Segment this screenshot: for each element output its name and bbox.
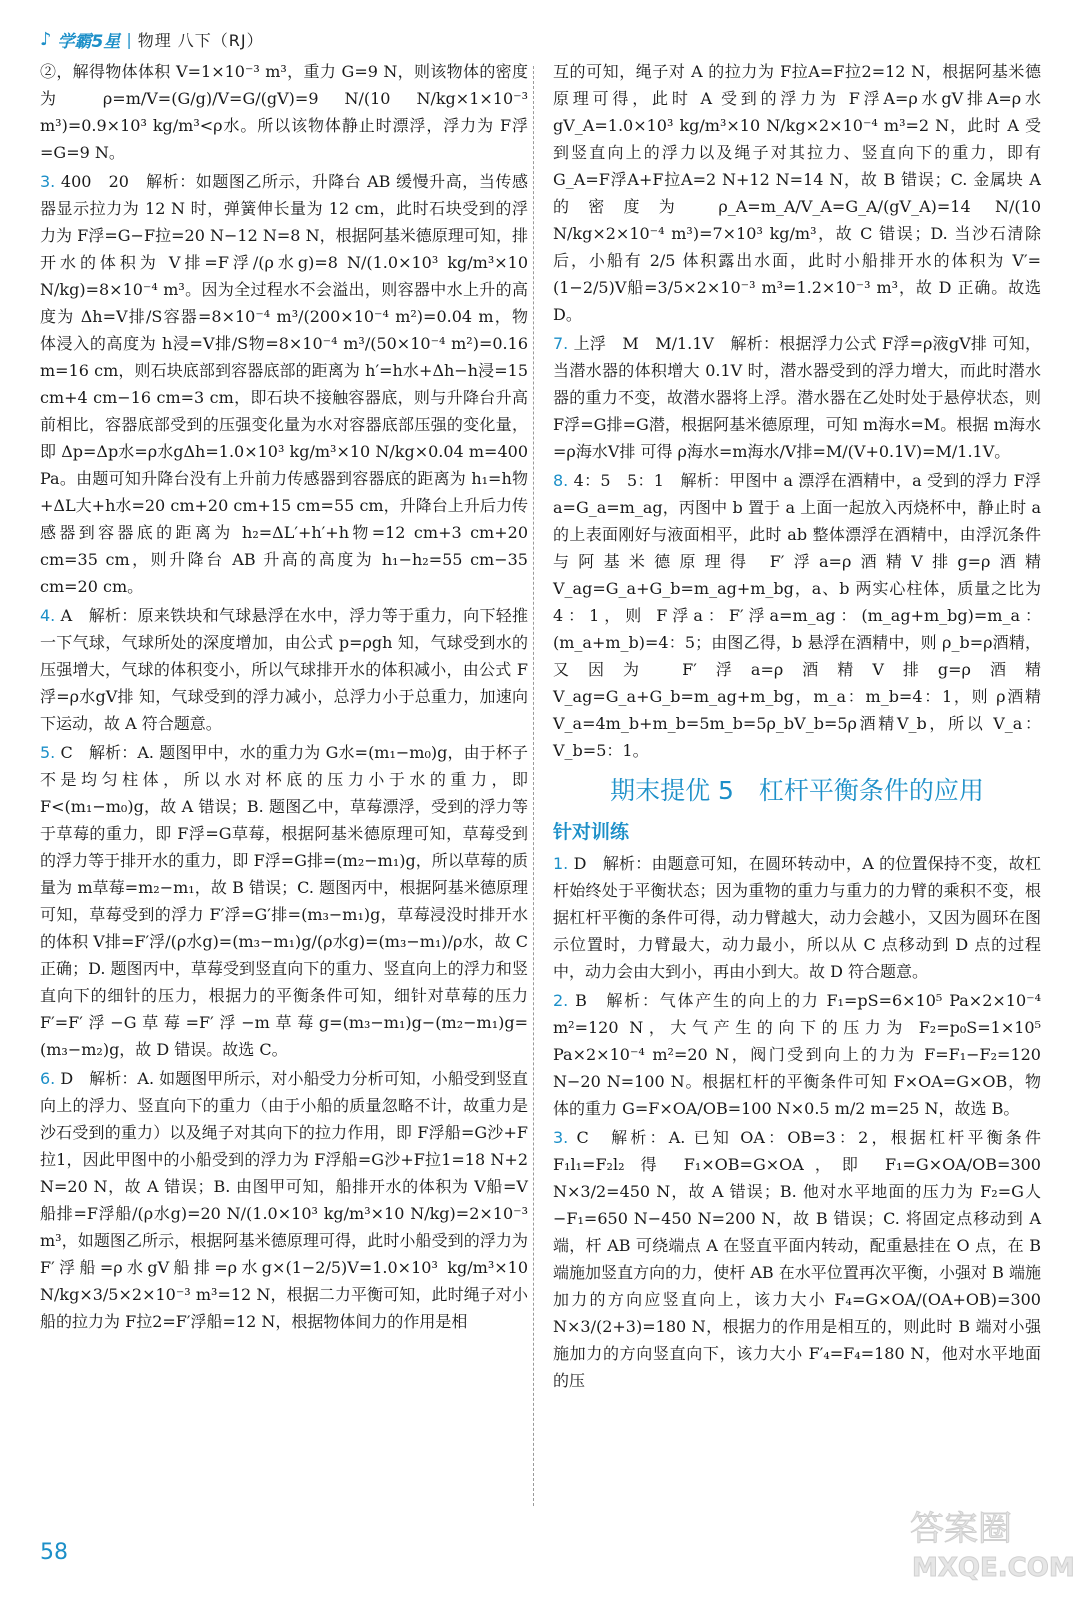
- answer-text: 互的可知，绳子对 A 的拉力为 F拉A=F拉2=12 N，根据阿基米德原理可得，此时 A 受到的浮力为 F浮A=ρ水gV排A=ρ水gV_A=1.0×10³ kg/m³×10 N/kg×2×10⁻⁴ m³=2 N，此时 A 受到竖直向上的浮力以及绳子对其拉力、竖直向下的重力，即有 G_A=F浮A+F拉A=2 N+12 N=14 N，故 B 错误；C. 金属块 A 的密度为 ρ_A=m_A/V_A=G_A/(gV_A)=14 N/(10 N/kg×2×10⁻⁴ m³)=7×10³ kg/m³，故 C 错误；D. 当沙石清除后，小船有 2/5 体积露出水面，此时小船排开水的体积为 V′=(1−2/5)V船=3/5×2×10⁻³ m³=1.2×10⁻³ m³，故 D 正确。故选 D。: [553, 62, 1041, 324]
- svg-text:MXQE.COM: MXQE.COM: [912, 1553, 1075, 1583]
- answer-item: [553, 850, 1041, 985]
- answer-item: [40, 739, 528, 1063]
- answer-text: C 解析：A. 题图甲中，水的重力为 G水=(m₁−m₀)g，由于杯子不是均匀柱体，所以水对杯底的压力小于水的重力，即 F<(m₁−m₀)g，故 A 错误；B. 题图乙中，草莓漂浮，受到的浮力等于草莓的重力，即 F浮=G草莓，根据阿基米德原理可知，草莓受到的浮力等于排开水的重力，即 F浮=G排=(m₂−m₁)g，所以草莓的质量为 m草莓=m₂−m₁，故 B 错误；C. 题图丙中，根据阿基米德原理可知，草莓受到的浮力 F′浮=G′排=(m₃−m₁)g，草莓浸没时排开水的体积 V排=F′浮/(ρ水g)=(m₃−m₁)g/(ρ水g)=(m₃−m₁)/ρ水，故 C 正确；D. 题图丙中，草莓受到竖直向下的重力、竖直向上的浮力和竖直向下的细针的压力，根据力的平衡条件可知，细针对草莓的压力 F′=F′浮−G草莓=F′浮−m草莓g=(m₃−m₁)g−(m₂−m₁)g=(m₃−m₂)g，故 D 错误。故选 C。: [40, 743, 528, 1059]
- answer-item: [40, 58, 528, 166]
- answer-item: [553, 1124, 1041, 1394]
- answer-text: D 解析：A. 如题图甲所示，对小船受力分析可知，小船受到竖直向上的浮力、竖直向下的重力（由于小船的质量忽略不计，故重力是沙石受到的重力）以及绳子对其向下的拉力作用，即 F浮船=G沙+F拉1，因此甲图中的小船受到的浮力为 F浮船=G沙+F拉1=18 N+2 N=20 N，故 A 错误；B. 由图甲可知，船排开水的体积为 V船=V船排=F浮船/(ρ水g)=20 N/(1.0×10³ kg/m³×10 N/kg)=2×10⁻³ m³，如题图乙所示，根据阿基米德原理可得，此时小船受到的浮力为 F′浮船=ρ水gV船排=ρ水g×(1−2/5)V=1.0×10³ kg/m³×10 N/kg×3/5×2×10⁻³ m³=12 N，根据二力平衡可知，此时绳子对小船的拉力为 F拉2=F′浮船=12 N，根据物体间力的作用是相: [40, 1069, 528, 1331]
- answer-item: [40, 602, 528, 737]
- page-number: 58: [40, 1540, 68, 1565]
- brand-logo-icon: ♪: [40, 28, 52, 50]
- section-title: 期末提优 5 杠杆平衡条件的应用: [610, 776, 984, 805]
- svg-text:答案圈: 答案圈: [910, 1509, 1012, 1549]
- answer-number: 5.: [40, 743, 56, 762]
- right-column: [553, 58, 1041, 1396]
- answer-text: ②，解得物体体积 V=1×10⁻³ m³，重力 G=9 N，则该物体的密度为 ρ=m/V=(G/g)/V=G/(gV)=9 N/(10 N/kg×1×10⁻³ m³)=0.9×10³ kg/m³<ρ水。所以该物体静止时漂浮，浮力为 F浮=G=9 N。: [40, 62, 528, 162]
- column-divider: [533, 66, 534, 1506]
- brand-name: 学霸5星: [57, 31, 121, 52]
- answer-number: 3.: [553, 1128, 569, 1147]
- answer-text: 上浮 M M/1.1V 解析：根据浮力公式 F浮=ρ液gV排 可知，当潜水器的体积增大 0.1V 时，潜水器受到的浮力增大，而此时潜水器的重力不变，故潜水器将上浮。潜水器在乙处时处于悬停状态，则 F浮=G排=G潜，根据阿基米德原理，可知 m海水=M。根据 m海水=ρ海水V排 可得 ρ海水=m海水/V排=M/(V+0.1V)=M/1.1V。: [553, 334, 1041, 461]
- answer-text: 4：5 5：1 解析：甲图中 a 漂浮在酒精中，a 受到的浮力 F浮a=G_a=m_ag，丙图中 b 置于 a 上面一起放入丙烧杯中，静止时 a 的上表面刚好与液面相平，此时 ab 整体漂浮在酒精中，由浮沉条件与阿基米德原理得 F′浮a=ρ酒精V排g=ρ酒精V_ag=G_a+G_b=m_ag+m_bg，a、b 两实心柱体，质量之比为 4：1，则 F浮a：F′浮a=m_ag：(m_ag+m_bg)=m_a：(m_a+m_b)=4：5；由图乙得，b 悬浮在酒精中，则 ρ_b=ρ酒精，又因为 F′浮a=ρ酒精V排g=ρ酒精V_ag=G_a+G_b=m_ag+m_bg，m_a：m_b=4：1，则 ρ酒精V_a=4m_b+m_b=5m_b=5ρ_bV_b=5ρ酒精V_b，所以 V_a：V_b=5：1。: [553, 471, 1041, 760]
- header-separator: |: [126, 29, 132, 49]
- answer-item: [40, 1065, 528, 1335]
- answer-text: 400 20 解析：如题图乙所示，升降台 AB 缓慢升高，当传感器显示拉力为 12 N 时，弹簧伸长量为 12 cm，此时石块受到的浮力为 F浮=G−F拉=20 N−12 N=8 N，根据阿基米德原理可知，排开水的体积为 V排=F浮/(ρ水g)=8 N/(1.0×10³ kg/m³×10 N/kg)=8×10⁻⁴ m³。因为全过程水不会溢出，则容器中水上升的高度为 Δh=V排/S容器=8×10⁻⁴ m³/(200×10⁻⁴ m²)=0.04 m，物体浸入的高度为 h浸=V排/S物=8×10⁻⁴ m³/(50×10⁻⁴ m²)=0.16 m=16 cm，则石块底部到容器底部的距离为 h′=h水+Δh−h浸=15 cm+4 cm−16 cm=3 cm，即石块不接触容器底，则与升降台升高前相比，容器底部受到的压强变化量为水对容器底部压强的变化量，即 Δp=Δp水=ρ水gΔh=1.0×10³ kg/m³×10 N/kg×0.04 m=400 Pa。由题可知升降台没有上升前力传感器到容器底的距离为 h₁=h物+ΔL大+h水=20 cm+20 cm+15 cm=55 cm，升降台上升后力传感器到容器底的距离为 h₂=ΔL′+h′+h物=12 cm+3 cm+20 cm=35 cm，则升降台 AB 升高的高度为 h₁−h₂=55 cm−35 cm=20 cm。: [40, 172, 528, 596]
- answer-text: D 解析：由题意可知，在圆环转动中，A 的位置保持不变，故杠杆始终处于平衡状态；因为重物的重力与重力的力臂的乘积不变，根据杠杆平衡的条件可得，动力臂越大，动力会越小，又因为圆环在图示位置时，力臂最大，动力最小，所以从 C 点移动到 D 点的过程中，动力会由大到小，再由小到大。故 D 符合题意。: [553, 854, 1041, 981]
- answer-text: B 解析：气体产生的向上的力 F₁=pS=6×10⁵ Pa×2×10⁻⁴ m²=120 N，大气产生的向下的压力为 F₂=p₀S=1×10⁵ Pa×2×10⁻⁴ m²=20 N，阀门受到向上的力为 F=F₁−F₂=120 N−20 N=100 N。根据杠杆的平衡条件可知 F×OA=G×OB，物体的重力 G=F×OA/OB=100 N×0.5 m/2 m=25 N，故选 B。: [553, 991, 1041, 1118]
- answer-number: 8.: [553, 471, 569, 490]
- left-column: [40, 58, 528, 1337]
- answer-item: [40, 168, 528, 600]
- answer-item: [553, 330, 1041, 465]
- answer-number: 7.: [553, 334, 569, 353]
- answer-item: [553, 467, 1041, 764]
- subsection-title: 针对训练: [553, 821, 630, 843]
- header-subject: 物理: [137, 30, 172, 50]
- answer-item: [553, 58, 1041, 328]
- watermark-logo: [900, 1498, 1080, 1588]
- answer-text: A 解析：原来铁块和气球悬浮在水中，浮力等于重力，向下轻推一下气球，气球所处的深度增加，由公式 p=ρgh 知，气球受到水的压强增大，气球的体积变小，所以气球排开水的体积减小，由公式 F浮=ρ水gV排 知，气球受到的浮力减小，总浮力小于总重力，加速向下运动，故 A 符合题意。: [40, 606, 528, 733]
- answer-number: 4.: [40, 606, 56, 625]
- answer-number: 1.: [553, 854, 569, 873]
- answer-number: 3.: [40, 172, 56, 191]
- header-grade: 八下（RJ）: [177, 30, 264, 50]
- answer-item: [553, 987, 1041, 1122]
- answer-number: 6.: [40, 1069, 56, 1088]
- page-header: [40, 26, 264, 52]
- answer-text: C 解析：A. 已知 OA：OB=3：2，根据杠杆平衡条件 F₁l₁=F₂l₂ 得 F₁×OB=G×OA，即 F₁=G×OA/OB=300 N×3/2=450 N，故 A 错误；B. 他对水平地面的压力为 F₂=G人−F₁=650 N−450 N=200 N，故 B 错误；C. 将固定点移动到 A 端，杆 AB 可绕端点 A 在竖直平面内转动，配重悬挂在 O 点，在 B 端施加竖直方向的力，使杆 AB 在水平位置再次平衡，小强对 B 端施加力的方向应竖直向上，该力大小 F₄=G×OA/(OA+OB)=300 N×3/(2+3)=180 N，根据力的作用是相互的，则此时 B 端对小强施加力的方向竖直向下，该力大小 F′₄=F₄=180 N，他对水平地面的压: [553, 1128, 1041, 1390]
- answer-number: 2.: [553, 991, 569, 1010]
